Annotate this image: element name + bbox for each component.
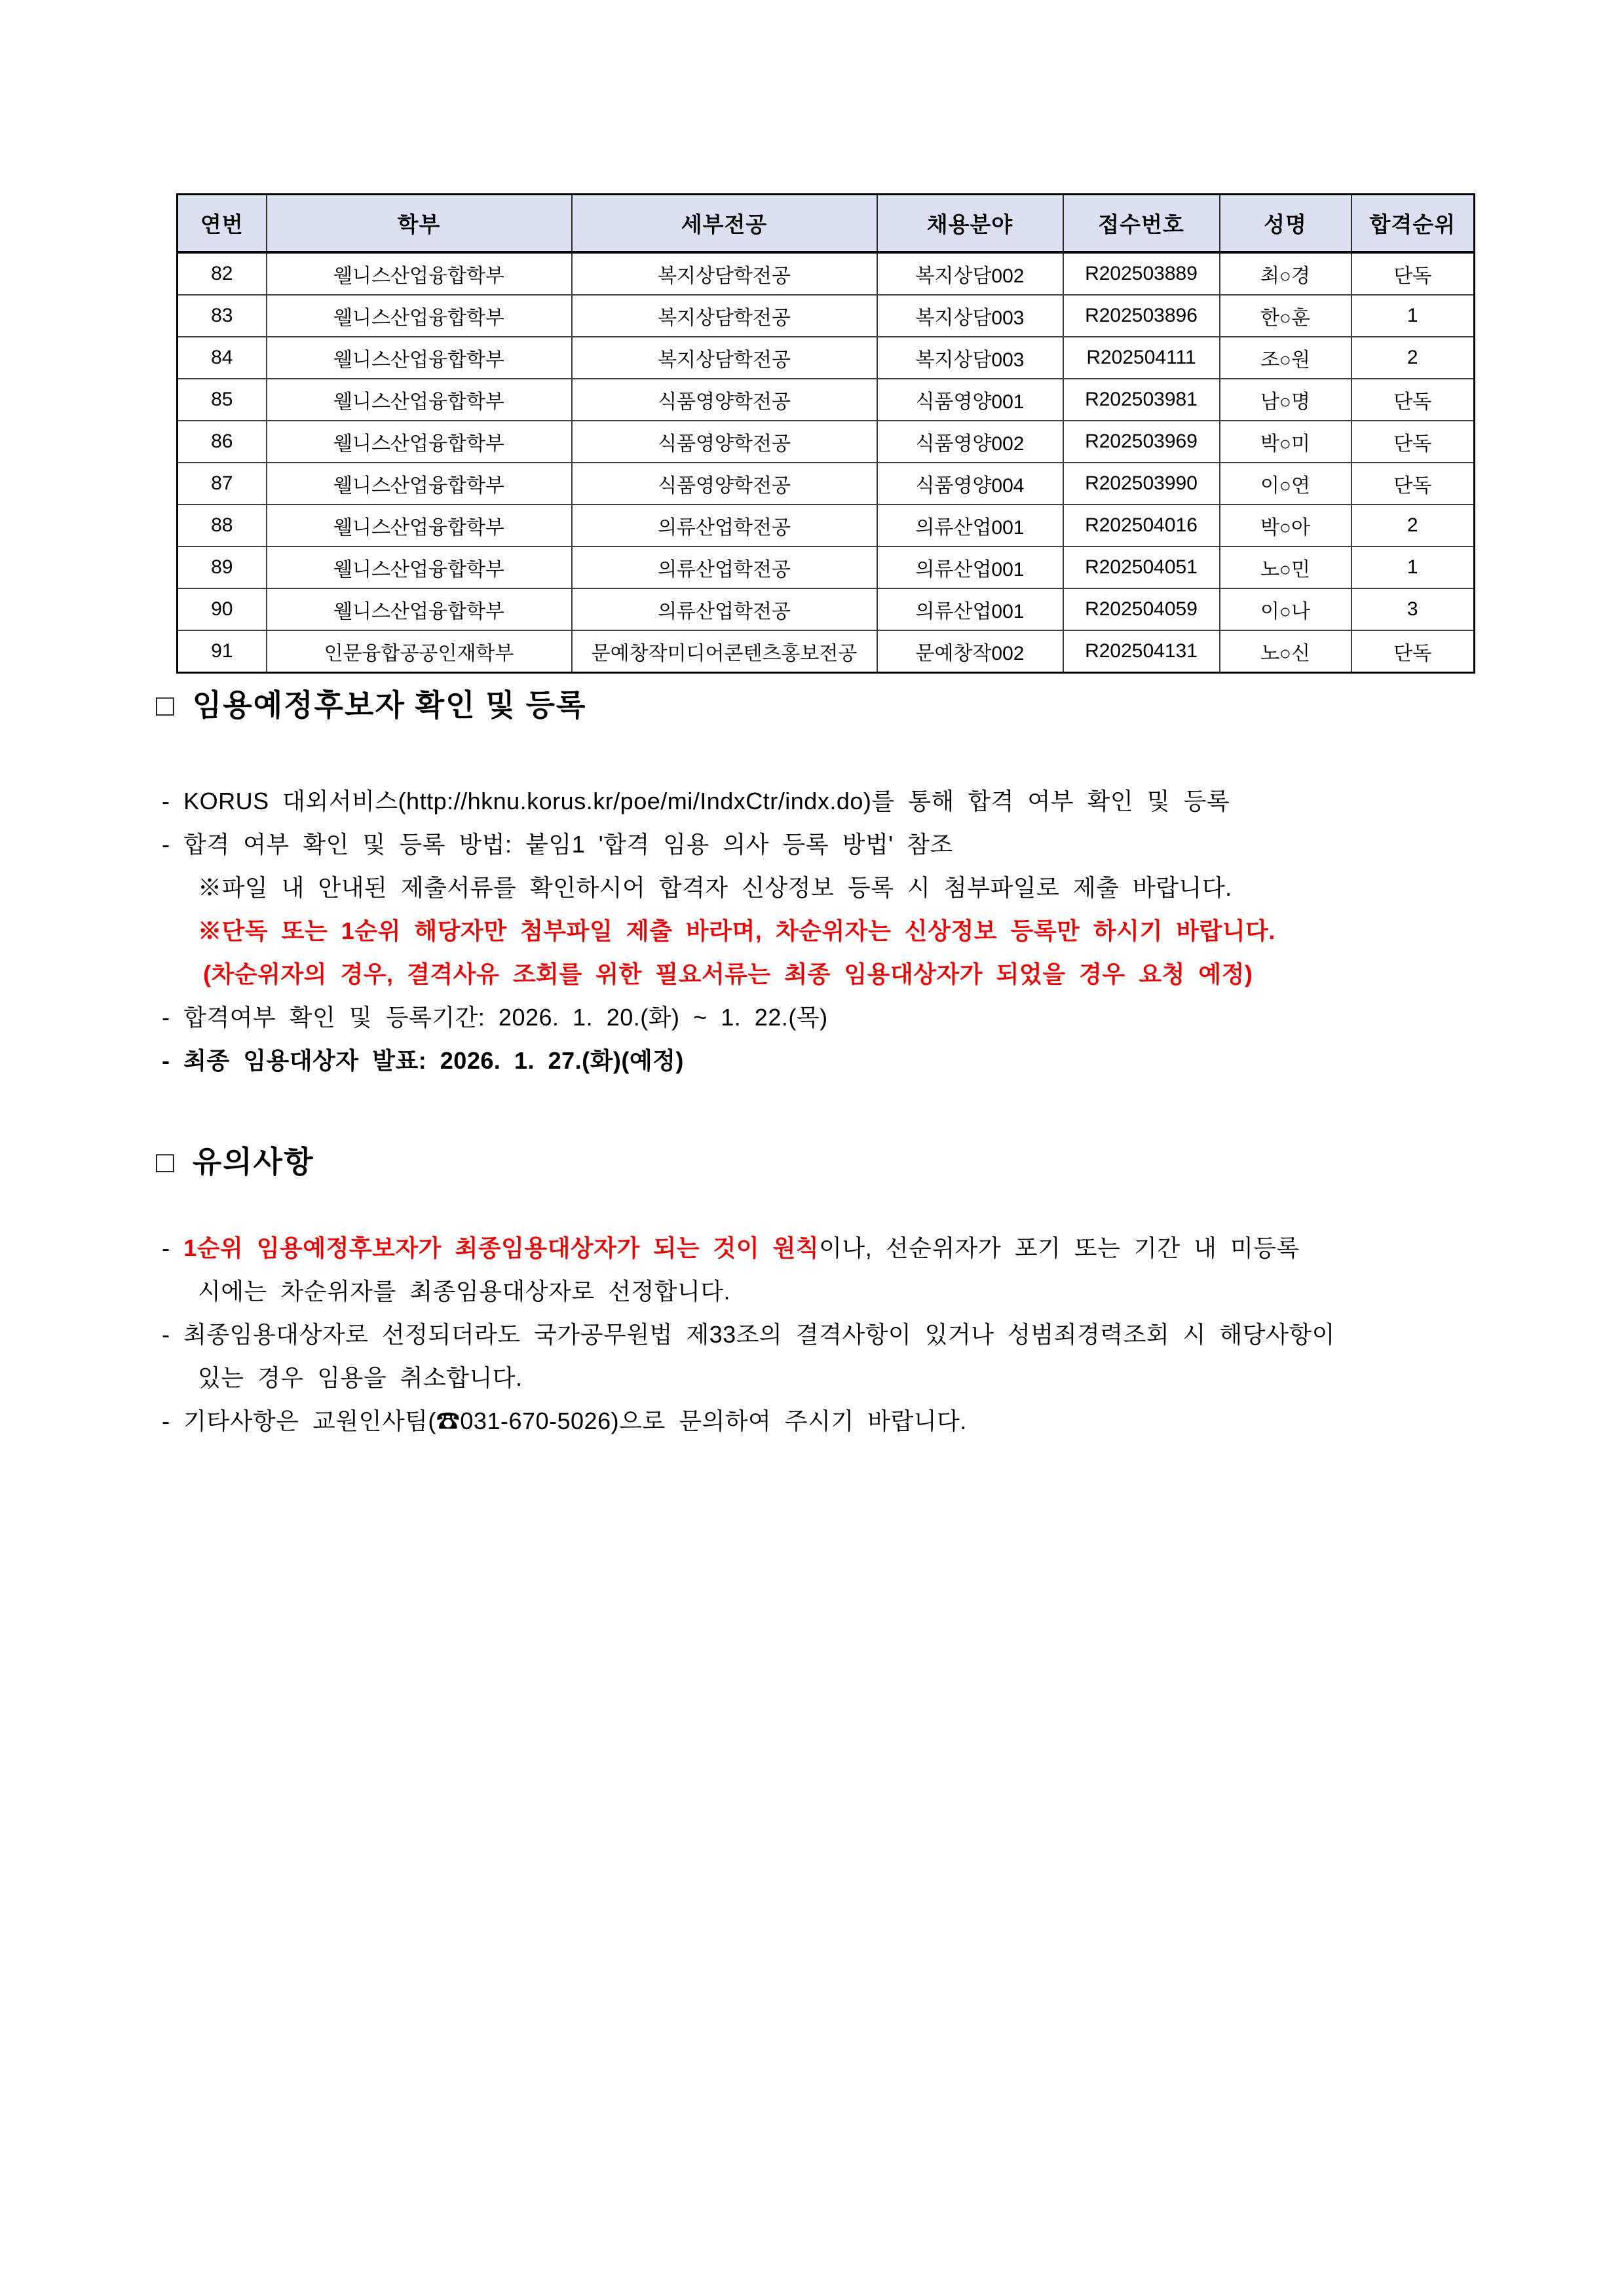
section-title: 임용예정후보자 확인 및 등록 bbox=[192, 688, 587, 722]
table-cell: 2 bbox=[1351, 337, 1475, 379]
table-cell: R202503969 bbox=[1063, 421, 1220, 463]
text-segment: - 최종임용대상자로 선정되더라도 국가공무원법 제33조의 결격사항이 있거나 성범죄경력조회 시 해당사항이 bbox=[162, 1321, 1335, 1348]
table-cell: 웰니스산업융합학부 bbox=[267, 588, 572, 630]
table-cell: 의류산업001 bbox=[877, 588, 1063, 630]
table-cell: 의류산업학전공 bbox=[572, 588, 877, 630]
table-header-row bbox=[178, 195, 1475, 253]
table-cell: 식품영양학전공 bbox=[572, 379, 877, 421]
table-row bbox=[178, 421, 1475, 463]
table-cell: 88 bbox=[178, 505, 267, 546]
table-cell: R202504059 bbox=[1063, 588, 1220, 630]
table-cell: 의류산업학전공 bbox=[572, 546, 877, 588]
table-cell: 복지상담003 bbox=[877, 295, 1063, 337]
text-segment: - KORUS 대외서비스(http://hknu.korus.kr/poe/mi/IndxCtr/indx.do)를 통해 합격 여부 확인 및 등록 bbox=[162, 788, 1230, 814]
table-cell: 식품영양학전공 bbox=[572, 421, 877, 463]
table-cell: R202503896 bbox=[1063, 295, 1220, 337]
table-cell: R202503889 bbox=[1063, 252, 1220, 295]
notice-line bbox=[198, 866, 1505, 909]
table-cell: 문예창작002 bbox=[877, 630, 1063, 673]
caution-notices bbox=[162, 1227, 1505, 1443]
table-cell: 웰니스산업융합학부 bbox=[267, 546, 572, 588]
notice-line bbox=[162, 1400, 1505, 1443]
column-header: 성명 bbox=[1220, 195, 1351, 253]
text-segment: - bbox=[162, 1234, 184, 1261]
column-header: 합격순위 bbox=[1351, 195, 1475, 253]
table-cell: 웰니스산업융합학부 bbox=[267, 505, 572, 546]
column-header: 접수번호 bbox=[1063, 195, 1220, 253]
table-cell: 박○아 bbox=[1220, 505, 1351, 546]
results-table bbox=[176, 193, 1475, 674]
table-cell: 85 bbox=[178, 379, 267, 421]
column-header: 세부전공 bbox=[572, 195, 877, 253]
text-segment: ※단독 또는 1순위 해당자만 첨부파일 제출 바라며, 차순위자는 신상정보 등록만 하시기 바랍니다. bbox=[198, 917, 1275, 944]
table-cell: 89 bbox=[178, 546, 267, 588]
text-segment: (차순위자의 경우, 결격사유 조회를 위한 필요서류는 최종 임용대상자가 되었을 경우 요청 예정) bbox=[203, 961, 1253, 987]
notice-line bbox=[198, 1270, 1505, 1313]
table-row bbox=[178, 546, 1475, 588]
text-segment: 1순위 임용예정후보자가 최종임용대상자가 되는 것이 원칙 bbox=[183, 1234, 820, 1261]
table-cell: 노○신 bbox=[1220, 630, 1351, 673]
table-row bbox=[178, 379, 1475, 421]
table-cell: R202504051 bbox=[1063, 546, 1220, 588]
table-row bbox=[178, 588, 1475, 630]
table-cell: 87 bbox=[178, 463, 267, 505]
confirmation-notices bbox=[162, 780, 1505, 1082]
table-cell: 의류산업학전공 bbox=[572, 505, 877, 546]
text-segment: - 합격여부 확인 및 등록기간: 2026. 1. 20.(화) ~ 1. 22.(목) bbox=[162, 1004, 828, 1031]
notice-line bbox=[162, 1039, 1505, 1082]
table-cell: 복지상담학전공 bbox=[572, 252, 877, 295]
table-cell: 의류산업001 bbox=[877, 546, 1063, 588]
notice-line bbox=[198, 909, 1505, 953]
table-cell: 문예창작미디어콘텐츠홍보전공 bbox=[572, 630, 877, 673]
table-row bbox=[178, 463, 1475, 505]
table-cell: R202504111 bbox=[1063, 337, 1220, 379]
table-cell: 웰니스산업융합학부 bbox=[267, 252, 572, 295]
table-cell: 83 bbox=[178, 295, 267, 337]
table-cell: 91 bbox=[178, 630, 267, 673]
text-segment: - 기타사항은 교원인사팀(☎031-670-5026)으로 문의하여 주시기 바랍니다. bbox=[162, 1407, 967, 1434]
table-cell: 복지상담학전공 bbox=[572, 295, 877, 337]
table-cell: 웰니스산업융합학부 bbox=[267, 421, 572, 463]
table-cell: 식품영양002 bbox=[877, 421, 1063, 463]
table-cell: 단독 bbox=[1351, 421, 1475, 463]
notice-line bbox=[198, 1356, 1505, 1400]
table-cell: 식품영양001 bbox=[877, 379, 1063, 421]
text-segment: 이나, 선순위자가 포기 또는 기간 내 미등록 bbox=[819, 1234, 1300, 1261]
notice-line bbox=[162, 823, 1505, 866]
table-cell: 노○민 bbox=[1220, 546, 1351, 588]
table-row bbox=[178, 505, 1475, 546]
table-cell: 86 bbox=[178, 421, 267, 463]
square-bullet-icon: □ bbox=[156, 688, 176, 722]
table-row bbox=[178, 295, 1475, 337]
table-cell: 식품영양004 bbox=[877, 463, 1063, 505]
square-bullet-icon: □ bbox=[156, 1145, 176, 1179]
table-cell: 90 bbox=[178, 588, 267, 630]
table-cell: 단독 bbox=[1351, 463, 1475, 505]
table-cell: 의류산업001 bbox=[877, 505, 1063, 546]
table-cell: 한○훈 bbox=[1220, 295, 1351, 337]
results-table-body bbox=[178, 252, 1475, 673]
table-cell: 복지상담003 bbox=[877, 337, 1063, 379]
table-cell: 웰니스산업융합학부 bbox=[267, 295, 572, 337]
table-cell: R202503981 bbox=[1063, 379, 1220, 421]
column-header: 학부 bbox=[267, 195, 572, 253]
table-cell: 인문융합공공인재학부 bbox=[267, 630, 572, 673]
table-cell: 웰니스산업융합학부 bbox=[267, 463, 572, 505]
table-cell: 단독 bbox=[1351, 630, 1475, 673]
table-row bbox=[178, 337, 1475, 379]
column-header: 채용분야 bbox=[877, 195, 1063, 253]
table-cell: 82 bbox=[178, 252, 267, 295]
table-row bbox=[178, 252, 1475, 295]
table-cell: 남○명 bbox=[1220, 379, 1351, 421]
text-segment: ※파일 내 안내된 제출서류를 확인하시어 합격자 신상정보 등록 시 첨부파일로 제출 바랍니다. bbox=[198, 874, 1232, 901]
table-cell: 단독 bbox=[1351, 252, 1475, 295]
table-cell: 웰니스산업융합학부 bbox=[267, 379, 572, 421]
text-segment: - 최종 임용대상자 발표: 2026. 1. 27.(화)(예정) bbox=[162, 1047, 684, 1074]
notice-line bbox=[162, 780, 1505, 823]
table-row bbox=[178, 630, 1475, 673]
table-cell: 3 bbox=[1351, 588, 1475, 630]
notice-line bbox=[203, 953, 1505, 996]
table-cell: 84 bbox=[178, 337, 267, 379]
table-cell: 단독 bbox=[1351, 379, 1475, 421]
table-cell: 박○미 bbox=[1220, 421, 1351, 463]
table-cell: 조○원 bbox=[1220, 337, 1351, 379]
table-cell: 이○연 bbox=[1220, 463, 1351, 505]
section-heading-cautions bbox=[156, 1138, 314, 1181]
column-header: 연번 bbox=[178, 195, 267, 253]
table-cell: 웰니스산업융합학부 bbox=[267, 337, 572, 379]
text-segment: 시에는 차순위자를 최종임용대상자로 선정합니다. bbox=[198, 1278, 731, 1305]
text-segment: 있는 경우 임용을 취소합니다. bbox=[198, 1364, 523, 1391]
table-cell: 복지상담학전공 bbox=[572, 337, 877, 379]
table-cell: 이○나 bbox=[1220, 588, 1351, 630]
section-heading-confirmation bbox=[156, 681, 586, 725]
table-cell: 1 bbox=[1351, 546, 1475, 588]
notice-line bbox=[162, 1227, 1505, 1270]
text-segment: - 합격 여부 확인 및 등록 방법: 붙임1 '합격 임용 의사 등록 방법' 참조 bbox=[162, 831, 953, 858]
section-title: 유의사항 bbox=[192, 1145, 314, 1179]
table-cell: R202503990 bbox=[1063, 463, 1220, 505]
table-cell: 2 bbox=[1351, 505, 1475, 546]
notice-line bbox=[162, 996, 1505, 1039]
table-cell: 1 bbox=[1351, 295, 1475, 337]
table-cell: R202504131 bbox=[1063, 630, 1220, 673]
notice-line bbox=[162, 1313, 1505, 1356]
table-cell: 식품영양학전공 bbox=[572, 463, 877, 505]
table-cell: 최○경 bbox=[1220, 252, 1351, 295]
table-cell: R202504016 bbox=[1063, 505, 1220, 546]
table-cell: 복지상담002 bbox=[877, 252, 1063, 295]
